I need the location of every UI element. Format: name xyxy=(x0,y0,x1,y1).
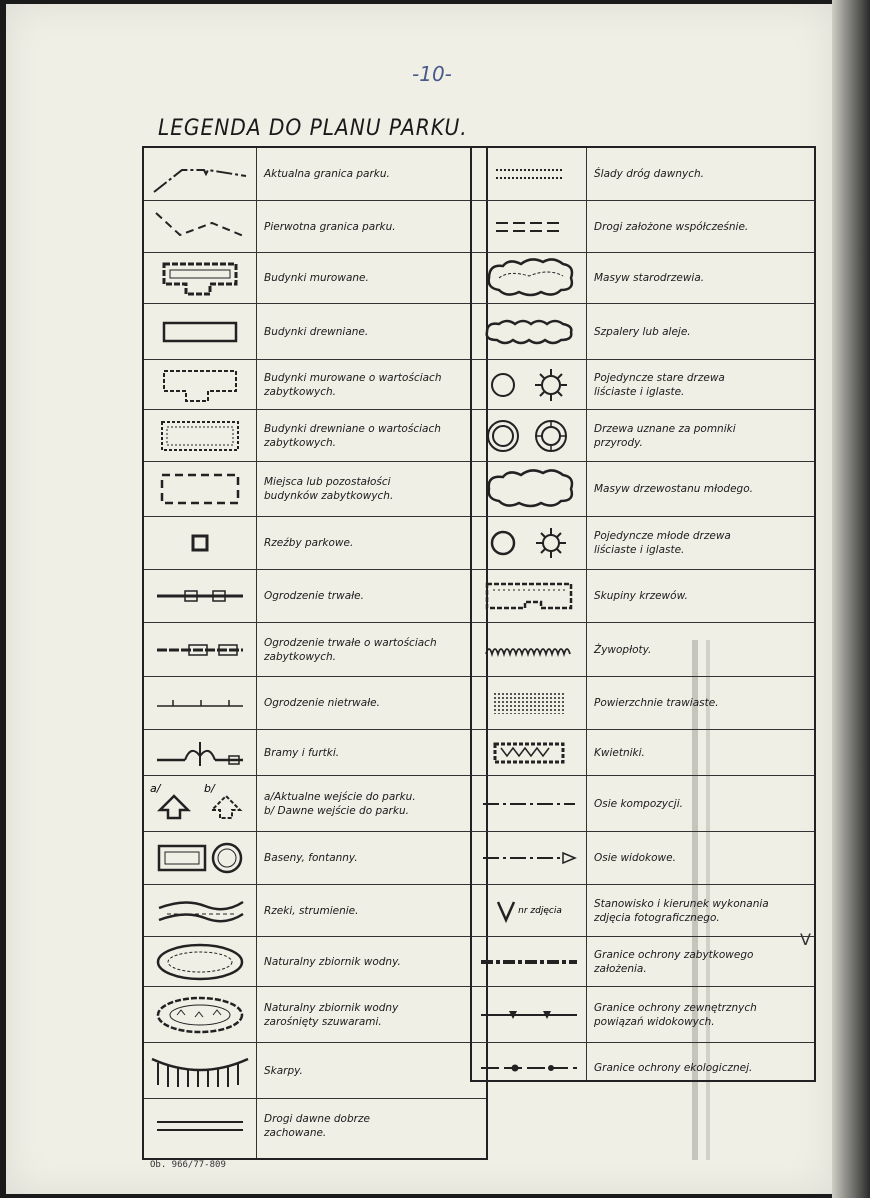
photo-number-label: nr zdjęcia xyxy=(518,905,562,916)
historic-remains-icon xyxy=(144,462,256,516)
external-link-protection-icon xyxy=(472,987,586,1042)
margin-mark: V xyxy=(800,930,811,949)
legend-label: Ogrodzenie trwałe. xyxy=(264,590,364,602)
legend-label: Budynki drewniane. xyxy=(264,325,369,338)
old-road-traces-icon xyxy=(472,148,586,200)
legend-row xyxy=(144,148,486,200)
legend-label: Budynki murowane. xyxy=(264,272,369,284)
legend-label: Żywopłoty. xyxy=(594,643,652,656)
legend-row xyxy=(472,569,814,622)
legend-label: Bramy i furtki. xyxy=(264,746,340,759)
composition-axis-icon xyxy=(472,776,586,831)
natural-pond-icon xyxy=(144,937,256,986)
legend-row xyxy=(144,569,486,622)
legend-label: Pojedyncze młode drzewa liściaste i iglaste. xyxy=(594,530,731,556)
shrub-group-icon xyxy=(472,570,586,622)
young-tree-mass-icon xyxy=(472,462,586,516)
legend-label: Stanowisko i kierunek wykonania zdjęcia fotograficznego. xyxy=(594,897,769,924)
footer-code: Ob. 966/77-809 xyxy=(150,1160,226,1170)
legend-row xyxy=(144,461,486,516)
legend-row xyxy=(472,831,814,884)
legend-label: Pierwotna granica parku. xyxy=(264,220,396,233)
wooden-building-icon xyxy=(144,304,256,359)
legend-label: Rzeźby parkowe. xyxy=(264,537,354,549)
legend-label: Granice ochrony zewnętrznych powiązań widokowych. xyxy=(594,1001,757,1028)
ecological-protection-icon xyxy=(472,1043,586,1092)
legend-label: Baseny, fontanny. xyxy=(264,852,358,864)
legend-label: Powierzchnie trawiaste. xyxy=(594,697,719,709)
legend-row xyxy=(144,359,486,409)
page-number: -10- xyxy=(412,62,452,86)
legend-row xyxy=(472,409,814,461)
scan-edge-shadow xyxy=(832,0,870,1198)
legend-row xyxy=(472,676,814,729)
legend-row xyxy=(144,409,486,461)
legend-row xyxy=(144,1042,486,1098)
permanent-fence-icon xyxy=(144,570,256,622)
river-icon xyxy=(144,885,256,936)
legend-label: Naturalny zbiornik wodny zarośnięty szuwarami. xyxy=(264,1001,399,1028)
page-title: LEGENDA DO PLANU PARKU. xyxy=(158,116,468,141)
masonry-building-icon xyxy=(144,253,256,303)
entrance-arrows-icon xyxy=(144,776,256,831)
legend-label: Drogi dawne dobrze zachowane. xyxy=(264,1112,370,1139)
legend-row xyxy=(472,252,814,303)
living-hedge-icon xyxy=(472,623,586,676)
single-young-tree-icon xyxy=(472,517,586,569)
legend-row xyxy=(144,200,486,252)
photo-position-icon xyxy=(472,885,586,936)
monument-tree-icon xyxy=(472,410,586,461)
legend-label: Kwietniki. xyxy=(594,746,645,759)
legend-label: Ogrodzenie trwałe o wartościach zabytkowych. xyxy=(264,636,437,663)
legend-row xyxy=(472,729,814,775)
legend-label: Granice ochrony ekologicznej. xyxy=(594,1061,753,1074)
entrance-a-marker: a/ xyxy=(150,781,161,795)
legend-label: Drzewa uznane za pomniki przyrody. xyxy=(594,422,736,449)
old-tree-mass-icon xyxy=(472,253,586,303)
legend-row xyxy=(144,516,486,569)
legend-label: Miejsca lub pozostałości budynków zabytkowych. xyxy=(264,476,394,502)
heritage-protection-boundary-icon xyxy=(472,937,586,986)
legend-row xyxy=(472,303,814,359)
legend-row xyxy=(472,461,814,516)
legend-label: Masyw drzewostanu młodego. xyxy=(594,483,753,495)
legend-label: Budynki murowane o wartościach zabytkowych. xyxy=(264,371,442,398)
legend-row xyxy=(144,622,486,676)
modern-road-icon xyxy=(472,201,586,252)
legend-label: a/Aktualne wejście do parku. b/ Dawne wejście do parku. xyxy=(264,790,416,817)
legend-label: Rzeki, strumienie. xyxy=(264,904,359,917)
legend-table-right xyxy=(470,146,816,1082)
historic-wooden-building-icon xyxy=(144,410,256,461)
temporary-fence-icon xyxy=(144,677,256,729)
legend-label: Skarpy. xyxy=(264,1064,303,1077)
legend-row xyxy=(144,831,486,884)
gate-icon xyxy=(144,730,256,775)
legend-row xyxy=(472,148,814,200)
legend-row xyxy=(472,516,814,569)
grass-surface-icon xyxy=(472,677,586,729)
legend-label: Ogrodzenie nietrwałe. xyxy=(264,697,380,709)
escarpment-icon xyxy=(144,1043,256,1098)
legend-row xyxy=(144,775,486,831)
legend-row xyxy=(472,359,814,409)
flowerbed-icon xyxy=(472,730,586,775)
legend-row xyxy=(144,676,486,729)
legend-label: Aktualna granica parku. xyxy=(264,168,390,180)
legend-label: Budynki drewniane o wartościach zabytkowych. xyxy=(264,422,441,449)
legend-label: Pojedyncze stare drzewa liściaste i iglaste. xyxy=(594,371,725,398)
legend-row xyxy=(472,884,814,936)
old-road-icon xyxy=(144,1099,256,1152)
legend-row xyxy=(472,1042,814,1092)
legend-label: Ślady dróg dawnych. xyxy=(594,168,704,180)
legend-row xyxy=(472,936,814,986)
legend-label: Drogi założone współcześnie. xyxy=(594,220,749,233)
hedgerow-icon xyxy=(472,304,586,359)
legend-label: Szpalery lub aleje. xyxy=(594,325,691,338)
legend-row xyxy=(144,252,486,303)
current-boundary-icon xyxy=(144,148,256,200)
legend-label: Osie widokowe. xyxy=(594,852,676,864)
legend-label: Masyw starodrzewia. xyxy=(594,272,705,284)
legend-row xyxy=(144,729,486,775)
legend-row xyxy=(472,200,814,252)
view-axis-icon xyxy=(472,832,586,884)
legend-row xyxy=(472,622,814,676)
overgrown-pond-icon xyxy=(144,987,256,1042)
sculpture-icon xyxy=(144,517,256,569)
legend-label: Osie kompozycji. xyxy=(594,797,683,810)
legend-table-left xyxy=(142,146,488,1160)
legend-label: Granice ochrony zabytkowego założenia. xyxy=(594,948,754,975)
legend-label: Skupiny krzewów. xyxy=(594,590,688,602)
legend-row xyxy=(144,986,486,1042)
entrance-b-marker: b/ xyxy=(204,781,215,795)
legend-row xyxy=(144,936,486,986)
legend-row xyxy=(472,775,814,831)
legend-row xyxy=(144,884,486,936)
legend-label: Naturalny zbiornik wodny. xyxy=(264,955,401,968)
historic-masonry-building-icon xyxy=(144,360,256,409)
historic-fence-icon xyxy=(144,623,256,676)
legend-row xyxy=(472,986,814,1042)
original-boundary-icon xyxy=(144,201,256,252)
legend-row xyxy=(144,1098,486,1152)
legend-row xyxy=(144,303,486,359)
single-old-tree-icon xyxy=(472,360,586,409)
pool-fountain-icon xyxy=(144,832,256,884)
